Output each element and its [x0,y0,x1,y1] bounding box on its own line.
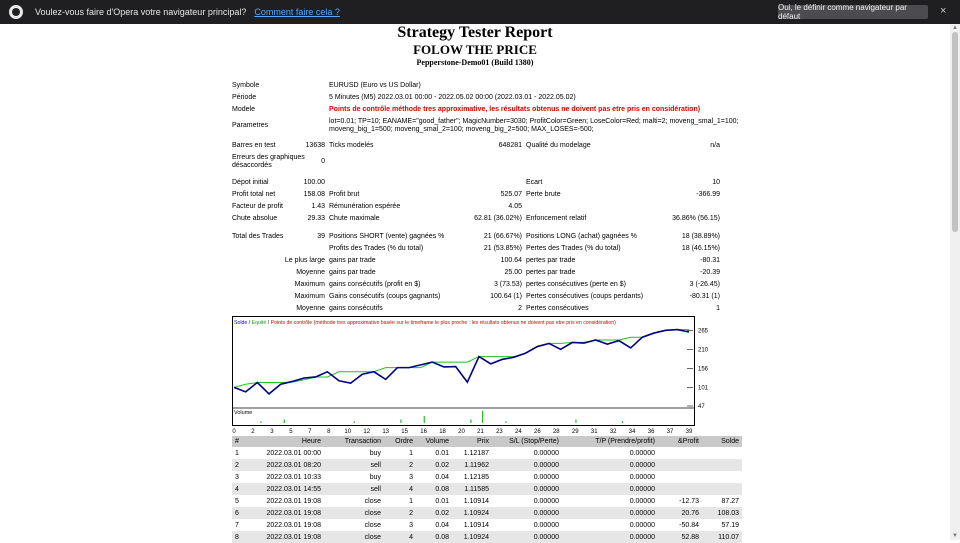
scroll-up-icon[interactable]: ▲ [952,25,958,31]
x-tick-label: 21 [477,429,484,435]
x-tick-label: 23 [496,429,503,435]
trades-cell: 0.00000 [562,459,658,471]
trades-cell [658,459,702,471]
profit-net-value: 158.08 [303,191,325,198]
trades-cell: 0.04 [435,473,449,481]
trades-cell: 0.08 [416,531,452,543]
gains-consec2-value: 100.64 (1) [490,293,522,300]
qualite-label: Qualité du modelage [526,142,591,149]
trades-cell: 1 [409,497,413,505]
pertes-consec-label: pertes consécutives (perte en $) [526,281,626,288]
chart-frame [233,317,695,426]
moy-gain-value: 25.00 [504,269,522,276]
moy-perte-label: pertes par trade [526,269,576,276]
opera-logo-icon [9,5,23,19]
trades-cell [702,447,742,459]
chart-legend [234,320,616,326]
trades-cell: 0.08 [416,483,452,495]
trades-cell: close [364,497,381,505]
browser-default-prompt-bar [0,0,960,24]
barres-label: Barres en test [232,142,276,149]
trades-cell: sell [324,459,384,471]
trades-cell: 52.88 [658,531,702,543]
trades-cell: -50.84 [679,521,699,529]
trades-cell: 20.76 [658,507,702,519]
table-row [232,471,742,483]
y-tick-label: 47 [698,404,705,410]
x-tick-label: 12 [363,429,371,435]
remuneration-label: Rémunération espérée [329,203,401,210]
trades-cell [702,471,742,483]
trades-cell: 0.00000 [562,483,658,495]
short-value: 21 (66.67%) [483,233,522,240]
legend-equite: Equité [251,320,267,326]
trades-header-cell: T/P (Prendre/profit) [562,436,658,447]
trades-cell: 2022.03.01 19:08 [266,497,321,505]
scrollbar-thumb[interactable] [952,32,958,232]
erreurs-label-1: Erreurs des graphiques [232,154,305,161]
table-row [232,507,742,519]
trades-cell: 2022.03.01 19:08 [252,531,324,543]
trades-cell: 5 [235,497,239,505]
trades-cell: buy [369,449,381,457]
large-perte-label: pertes par trade [526,257,576,264]
volume-bar [400,420,401,424]
total-trades-label: Total des Trades [232,233,284,240]
x-tick-label: 26 [533,429,541,435]
trades-cell: buy [369,473,381,481]
depot-value: 100.00 [303,179,325,186]
trades-cell [658,483,702,495]
trades-cell: 4 [232,483,252,495]
x-tick-label: 13 [382,429,390,435]
trades-cell: 1.10924 [452,507,492,519]
trades-cell: 0.00000 [533,521,559,529]
x-tick-label: 20 [458,429,465,435]
report-title: Strategy Tester Report [397,24,553,41]
trades-header-cell: Prix [452,436,492,447]
volume-bar [482,411,483,423]
trades-cell: 1.12185 [463,473,489,481]
trades-cell: 1.12187 [463,449,489,457]
set-default-browser-button[interactable]: Oui, le définir comme navigateur par défaut [778,5,928,19]
expert-name: FOLOW THE PRICE [413,42,537,57]
modele-warning: Points de contrôle méthode tres approximative, les résultats obtenus ne doivent pas etre pris en considération) [329,106,701,113]
pertes-consec3-label: Pertes consécutives [526,305,589,312]
trades-cell: 0.00000 [629,473,655,481]
legend-note: Points de contrôle (méthode tres approximative basée sur le timeframe le plus proche : les résultats obtenus ne doivent pas etre pris en considération) [270,320,616,326]
trades-cell: 1 [235,449,239,457]
x-tick-label: 32 [609,429,617,435]
pertes-consec2-label: Pertes consécutives (coups perdants) [526,293,644,300]
symbole-value: EURUSD (Euro vs US Dollar) [329,82,421,89]
trades-cell: 3 [235,473,239,481]
trades-table [232,436,742,543]
trades-cell: -12.73 [679,497,699,505]
volume-bar [470,420,471,424]
periode-value: 5 Minutes (M5) 2022.03.01 00:00 - 2022.05.02 00:00 (2022.03.01 - 2022.05.02) [329,94,576,101]
trades-cell: close [364,521,381,529]
ticks-value: 648281 [498,142,522,149]
x-tick-label: 31 [590,429,598,435]
trades-cell [658,471,702,483]
ecart-label: Ecart [526,179,543,186]
large-label: Le plus large [284,257,325,264]
trades-cell: 1.10914 [463,521,489,529]
trades-header-cell: # [232,436,252,447]
x-tick-label: 0 [232,429,236,435]
chute-max-value: 62.81 (36.02%) [474,215,522,222]
y-tick-label: 101 [698,385,709,392]
trades-cell: 0.01 [435,449,449,457]
trades-cell: 0.00000 [492,459,562,471]
erreurs-label-2: désaccordés [232,162,272,169]
x-tick-label: 8 [327,429,331,435]
legend-separator: / [247,320,252,326]
legend-separator: / [266,320,271,326]
trades-cell: 1.11962 [452,459,492,471]
total-trades-value: 39 [317,233,325,240]
long-value: 18 (38.89%) [681,233,720,240]
trades-cell: 0.02 [416,459,452,471]
chute-max-label: Chute maximale [329,215,380,222]
volume-bar [260,421,261,423]
scroll-down-icon[interactable]: ▼ [952,533,958,539]
chute-absolue-value: 29.33 [307,215,325,222]
table-row [232,531,742,543]
trades-cell: 87.27 [721,497,739,505]
trades-cell: 108.03 [702,507,742,519]
trades-cell: 0.00000 [629,521,655,529]
profit-brut-label: Profit brut [329,191,360,198]
gains-consec-label: gains consécutifs (profit en $) [329,281,421,288]
params-line2: moveng_big_1=500; moveng_smal_2=100; moveng_big_2=500; MAX_LOSES=-500; [329,126,594,133]
x-tick-label: 29 [571,429,579,435]
gains-consec-value: 3 (73.53) [493,281,522,288]
trades-cell: close [324,531,384,543]
gains-consec3-value: 2 [518,305,522,312]
trades-cell: 2 [232,459,252,471]
params-label: Parametres [232,122,269,129]
facteur-label: Facteur de profit [232,203,283,210]
trades-cell: 0.00000 [562,531,658,543]
trades-cell: 0.00000 [492,531,562,543]
x-tick-label: 5 [289,429,293,435]
volume-bar [354,421,355,423]
trades-cell: 1.10924 [452,531,492,543]
trades-cell: 4 [384,531,416,543]
trades-header-cell: Heure [252,436,324,447]
long-label: Positions LONG (achat) gagnées % [526,233,637,240]
pertes-consec3-value: 1 [716,305,720,312]
trades-cell: 4 [384,483,416,495]
trades-header-cell: S/L (Stop/Perte) [492,436,562,447]
depot-label: Dépot initial [232,179,269,186]
trades-header-cell: Solde [702,436,742,447]
large-perte-value: -80.31 [700,257,720,264]
trades-cell: 8 [232,531,252,543]
erreurs-value: 0 [321,158,325,165]
maximum-label-2: Maximum [294,293,325,300]
x-tick-label: 39 [685,429,693,435]
trades-cell: 2 [384,507,416,519]
y-tick-label: 210 [698,347,709,354]
trades-cell: 2022.03.01 00:00 [266,449,321,457]
table-row [232,459,742,471]
facteur-value: 1.43 [311,203,325,210]
trades-cell: 1.10914 [463,497,489,505]
server-build: Pepperstone-Demo01 (Build 1380) [416,58,534,67]
chute-absolue-label: Chute absolue [232,215,278,222]
x-tick-label: 10 [344,429,352,435]
close-icon[interactable]: × [940,5,947,17]
trades-cell: 0.00000 [533,473,559,481]
trades-cell: 1 [409,449,413,457]
x-tick-label: 16 [420,429,427,435]
trades-cell: 2022.03.01 08:20 [252,459,324,471]
table-row [232,495,742,507]
x-tick-label: 2 [251,429,255,435]
volume-bar [284,420,285,424]
gains-consec3-label: gains consécutifs [329,305,383,312]
x-tick-label: 3 [270,429,274,435]
trades-cell: 0.00000 [533,497,559,505]
trades-cell: 2 [384,459,416,471]
x-tick-label: 15 [401,429,408,435]
trades-cell: 0.00000 [629,449,655,457]
trades-cell: 0.00000 [492,483,562,495]
trades-cell: sell [324,483,384,495]
prompt-message: Voulez-vous faire d'Opera votre navigateur principal? [35,7,247,17]
remuneration-value: 4.05 [508,203,522,210]
x-tick-label: 36 [647,429,655,435]
trades-cell [702,459,742,471]
pertes-consec2-value: -80.31 (1) [689,293,720,300]
enfoncement-label: Enfoncement relatif [526,215,587,222]
trades-header-cell: Ordre [384,436,416,447]
symbole-label: Symbole [232,82,260,89]
ecart-value: 10 [712,179,720,186]
y-tick-label: 265 [698,328,709,335]
params-line1: lot=0.01; TP=10; EANAME="good_father"; MagicNumber=3030; ProfitColor=Green; LoseColor=Red; malti=2; moveng_smal_1=100; [329,118,739,125]
pertes-trades-value: 18 (46.15%) [681,245,720,252]
large-gain-label: gains par trade [329,257,376,264]
trades-cell: 1.11585 [452,483,492,495]
volume-bar [505,421,506,423]
table-row [232,483,742,495]
volume-bar [424,416,425,423]
trades-header-cell: Volume [416,436,452,447]
periode-label: Période [232,94,257,101]
moy-perte-value: -20.39 [700,269,720,276]
trades-cell: 6 [232,507,252,519]
trades-cell: 0.00000 [629,497,655,505]
trades-cell: close [324,507,384,519]
volume-label: Volume [234,410,253,416]
trades-header-cell: &Profit [658,436,702,447]
trades-cell: 3 [409,473,413,481]
trades-cell: 0.04 [435,521,449,529]
perte-brute-label: Perte brute [526,191,561,198]
x-tick-label: 18 [439,429,446,435]
trades-cell: 2022.03.01 19:08 [252,507,324,519]
gains-consec2-label: Gains consécutifs (coups gagnants) [329,293,441,300]
trades-cell: 3 [409,521,413,529]
x-tick-label: 34 [628,429,636,435]
volume-bar [575,420,576,424]
trades-cell: 57.19 [721,521,739,529]
x-tick-label: 7 [308,429,312,435]
modele-label: Modele [232,106,255,113]
perte-brute-value: -366.99 [696,191,720,198]
enfoncement-value: 36.86% (56.15) [672,215,720,222]
moy-gain-label: gains par trade [329,269,376,276]
how-to-link[interactable]: Comment faire cela ? [254,7,340,17]
legend-solde: Solde [234,320,248,326]
trades-header-cell: Transaction [324,436,384,447]
profit-brut-value: 525.07 [500,191,522,198]
trades-cell: 0.02 [416,507,452,519]
moyenne-label: Moyenne [296,269,325,276]
trades-cell: 110.07 [702,531,742,543]
y-tick-label: 156 [698,366,709,373]
trades-cell: 7 [235,521,239,529]
x-tick-label: 28 [552,429,560,435]
trades-header-row [232,436,742,447]
trades-cell: 2022.03.01 10:33 [266,473,321,481]
profit-net-label: Profit total net [232,191,276,198]
report-page [0,24,950,540]
large-gain-value: 100.64 [500,257,522,264]
balance-chart [232,316,709,435]
profits-trades-value: 21 (53.85%) [483,245,522,252]
trades-cell: 0.01 [435,497,449,505]
pertes-trades-label: Pertes des Trades (% du total) [526,245,621,252]
profits-trades-label: Profits des Trades (% du total) [329,245,424,252]
trades-cell [658,447,702,459]
short-label: Positions SHORT (vente) gagnées % [329,233,445,240]
pertes-consec-value: 3 (-26.45) [689,281,720,288]
trades-cell: 0.00000 [562,507,658,519]
trades-cell: 2022.03.01 14:55 [252,483,324,495]
maximum-label-1: Maximum [294,281,325,288]
moyenne-label-2: Moyenne [296,305,325,312]
table-row [232,519,742,531]
qualite-value: n/a [710,142,720,149]
barres-value: 13638 [305,142,325,149]
x-tick-label: 37 [666,429,674,435]
trades-cell: 0.00000 [533,449,559,457]
trades-cell: 2022.03.01 19:08 [266,521,321,529]
table-row [232,447,742,459]
volume-bar [622,421,623,423]
x-tick-label: 24 [515,429,522,435]
balance-chart-svg [232,316,709,435]
vertical-scrollbar[interactable] [950,24,960,540]
ticks-label: Ticks modelés [329,142,374,149]
trades-cell [702,483,742,495]
trades-cell: 0.00000 [492,507,562,519]
